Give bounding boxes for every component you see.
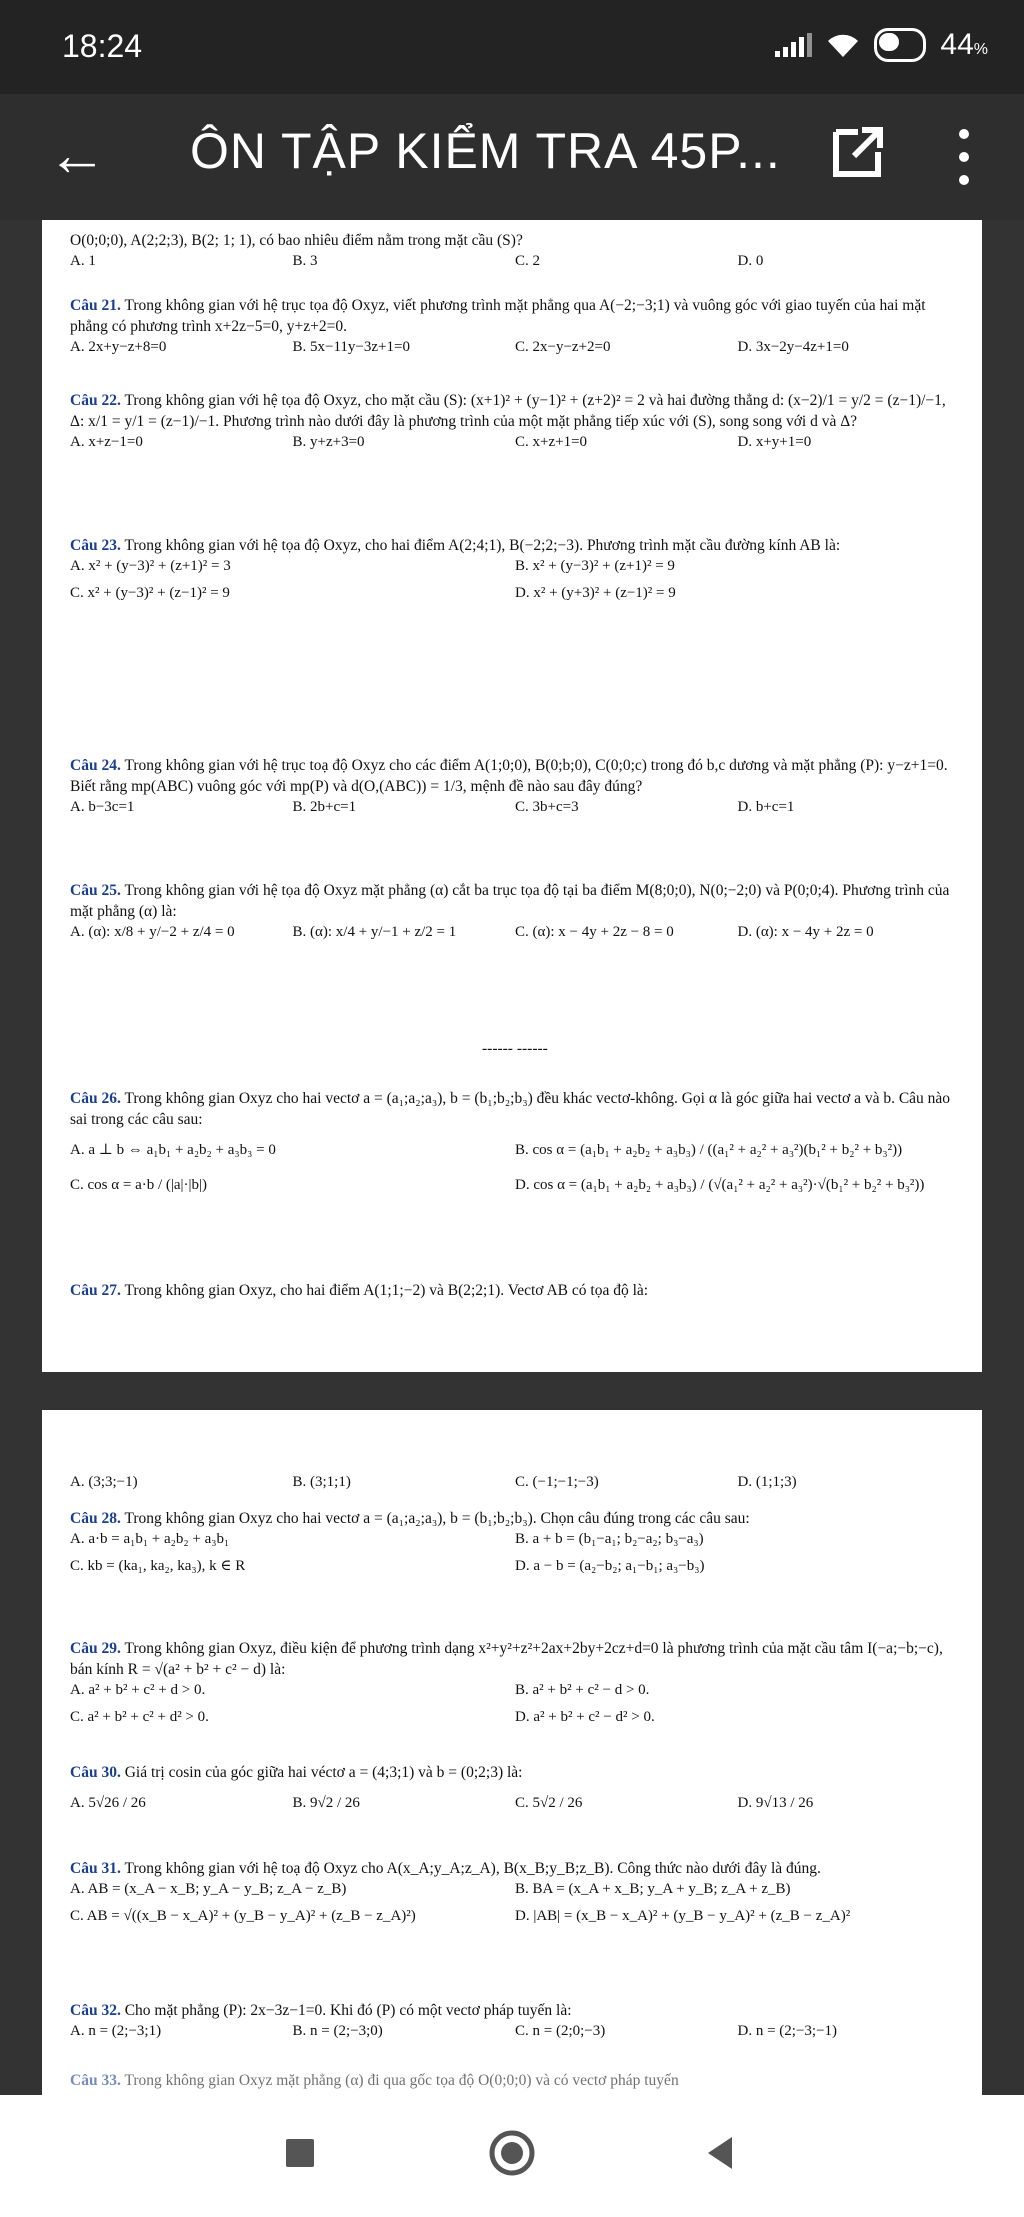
document-page-1: [42, 220, 982, 1372]
question-27: Câu 27. Trong không gian Oxyz, cho hai điểm A(1;1;−2) và B(2;2;1). Vectơ AB có tọa độ là:: [70, 1282, 649, 1299]
question-24: Câu 24. Trong không gian với hệ trục toạ độ Oxyz cho các điểm A(1;0;0), B(0;b;0), C(0;0;c) trong đó b,c dương và mặt phẳng (P): y−z+1=0. Biết rằng mp(ABC) vuông góc với mp(P) và d(O,(ABC)) = 1/3, mệnh đề nào sau đây đúng? A. b−3c=1 B. 2b+c=1 C. 3b+c=3 D. b+c=1: [70, 757, 948, 815]
wifi-icon: [826, 31, 860, 59]
question-28: Câu 28. Trong không gian Oxyz cho hai vectơ a = (a₁;a₂;a₃), b = (b₁;b₂;b₃). Chọn câu đúng trong các câu sau: A. a·b = a₁b₁ + a₂b₂ + a₃b₁ B. a + b = (b₁−a₁; b₂−a₂; b₃−a₃) C. kb = (ka₁, ka₂, ka₃), k ∈ R D. a − b = (a₂−b₂; a₁−b₁; a₃−b₃): [70, 1510, 750, 1574]
recents-icon[interactable]: [270, 2123, 330, 2183]
more-options-icon[interactable]: [944, 122, 984, 192]
battery-icon: [874, 28, 926, 62]
signal-icon: [775, 33, 812, 57]
question-20: O(0;0;0), A(2;2;3), B(2; 1; 1), có bao nhiêu điểm nằm trong mặt cầu (S)? A. 1 B. 3 C. 2 D. 0: [70, 232, 764, 269]
question-25: Câu 25. Trong không gian với hệ tọa độ Oxyz mặt phẳng (α) cắt ba trục tọa độ tại ba điểm M(8;0;0), N(0;−2;0) và P(0;0;4). Phương trình của mặt phẳng (α) là: A. (α): x/8 + y/−2 + z/4 = 0 B. (α): x/4 + y/−1 + z/2 = 1 C. (α): x − 4y + 2z − 8 = 0 D. (α): x − 4y + 2z = 0: [70, 882, 950, 940]
navigation-bar: [0, 2095, 1024, 2217]
question-26: Câu 26. Trong không gian Oxyz cho hai vectơ a = (a₁;a₂;a₃), b = (b₁;b₂;b₃) đều khác vectơ-không. Gọi α là góc giữa hai vectơ a và b. Câu nào sai trong các câu sau: A. a ⊥ b ⇔ a₁b₁ + a₂b₂ + a₃b₃ = 0 B. cos α = (a₁b₁ + a₂b₂ + a₃b₃) / ((a₁² + a₂² + a₃²)(b₁² + b₂² + b₃²)) C. cos α = a·b / (|a|·|b|) D. cos α = (a₁b₁ + a₂b₂ + a₃b₃) / (√(a₁² + a₂² + a₃²)·√(b₁² + b₂² + b₃²)): [70, 1090, 951, 1193]
question-23: Câu 23. Trong không gian với hệ tọa độ Oxyz, cho hai điểm A(2;4;1), B(−2;2;−3). Phương trình mặt cầu đường kính AB là: A. x² + (y−3)² + (z+1)² = 3 B. x² + (y−3)² + (z+1)² = 9 C. x² + (y−3)² + (z−1)² = 9 D. x² + (y+3)² + (z−1)² = 9: [70, 537, 841, 601]
question-29: Câu 29. Trong không gian Oxyz, điều kiện để phương trình dạng x²+y²+z²+2ax+2by+2cz+d=0 là phương trình của mặt cầu tâm I(−a;−b;−c), bán kính R = √(a² + b² + c² − d) là: A. a² + b² + c² + d > 0. B. a² + b² + c² − d > 0. C. a² + b² + c² + d² > 0. D. a² + b² + c² − d² > 0.: [70, 1640, 943, 1725]
question-22: Câu 22. Trong không gian với hệ tọa độ Oxyz, cho mặt cầu (S): (x+1)² + (y−1)² + (z+2)² = 2 và hai đường thẳng d: (x−2)/1 = y/2 = (z−1)/−1, Δ: x/1 = y/1 = (z−1)/−1. Phương trình nào dưới đây là phương trình của một mặt phẳng tiếp xúc với (S), song song với d và Δ? A. x+z−1=0 B. y+z+3=0 C. x+z+1=0 D. x+y+1=0: [70, 392, 946, 450]
document-title: ÔN TẬP KIỂM TRA 45P...: [190, 123, 781, 179]
home-icon[interactable]: [482, 2123, 542, 2183]
status-icons: [775, 28, 988, 62]
section-divider: ------ ------: [482, 1040, 548, 1057]
question-27-options: A. (3;3;−1) B. (3;1;1) C. (−1;−1;−3) D. (1;1;3): [70, 1474, 797, 1490]
open-external-icon[interactable]: [828, 122, 888, 182]
back-triangle-icon[interactable]: [690, 2123, 750, 2183]
question-31: Câu 31. Trong không gian với hệ toạ độ Oxyz cho A(x_A;y_A;z_A), B(x_B;y_B;z_B). Công thức nào dưới đây là đúng. A. AB = (x_A − x_B; y_A − y_B; z_A − z_B) B. BA = (x_A + x_B; y_A + y_B; z_A + z_B) C. AB = √((x_B − x_A)² + (y_B − y_A)² + (z_B − z_A)²) D. |AB| = (x_B − x_A)² + (y_B − y_A)² + (z_B − z_A)²: [70, 1860, 851, 1924]
status-bar: [0, 0, 1024, 94]
question-32: Câu 32. Cho mặt phẳng (P): 2x−3z−1=0. Khi đó (P) có một vectơ pháp tuyến là: A. n = (2;−3;1) B. n = (2;−3;0) C. n = (2;0;−3) D. n = (2;−3;−1): [70, 2002, 838, 2039]
question-21: Câu 21. Trong không gian với hệ trục tọa độ Oxyz, viết phương trình mặt phẳng qua A(−2;−3;1) và vuông góc với giao tuyến của hai mặt phẳng có phương trình x+2z−5=0, y+z+2=0. A. 2x+y−z+8=0 B. 5x−11y−3z+1=0 C. 2x−y−z+2=0 D. 3x−2y−4z+1=0: [70, 297, 926, 355]
clock: 18:24: [62, 28, 143, 64]
back-arrow-icon[interactable]: ←: [47, 121, 107, 188]
question-30: Câu 30. Giá trị cosin của góc giữa hai véctơ a = (4;3;1) và b = (0;2;3) là: A. 5√26 / 26 B. 9√2 / 26 C. 5√2 / 26 D. 9√13 / 26: [70, 1764, 814, 1811]
app-bar: [0, 94, 1024, 220]
question-33: Câu 33. Trong không gian Oxyz mặt phẳng (α) đi qua gốc tọa độ O(0;0;0) và có vectơ pháp tuyến: [70, 2072, 679, 2089]
document-page-2: [42, 1410, 982, 2095]
battery-level: 44%: [940, 28, 988, 61]
